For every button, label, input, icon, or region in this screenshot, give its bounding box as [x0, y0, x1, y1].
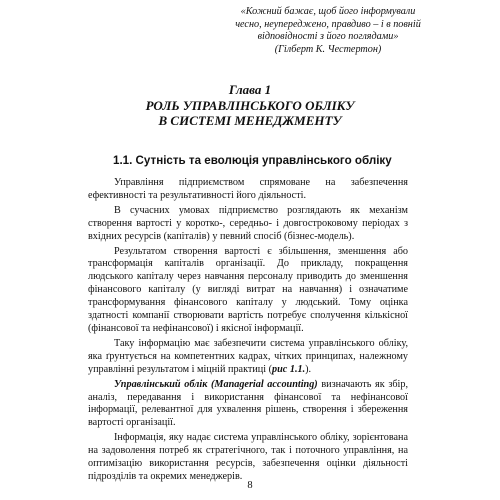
chapter-title-line: РОЛЬ УПРАВЛІНСЬКОГО ОБЛІКУ	[145, 97, 355, 113]
epigraph-author: (Гілберт К. Честертон)	[274, 43, 382, 55]
paragraph-text: ).	[305, 363, 312, 375]
chapter-title-line: В СИСТЕМІ МЕНЕДЖМЕНТУ	[158, 113, 342, 128]
chapter-number: Глава 1	[228, 82, 272, 97]
chapter-heading	[0, 82, 500, 129]
paragraph-text: визначають як збір, аналіз, передавання і використання фінансової та нефінансової інформації, релевантної для ухвалення рішень, створення і збереження вартості організації.	[88, 378, 408, 429]
section-heading: 1.1. Сутність та еволюція управлінського обліку	[113, 154, 392, 167]
paragraph-text: Таку інформацію має забезпечити система управлінського обліку, яка ґрунтується на компетентних кадрах, чітких принципах, належному управлінні результатом і міцній практиці (	[88, 337, 408, 375]
paragraph: В сучасних умовах підприємство розглядають як механізм створення вартості у коротко-, середньо- і довгостроковому періодах з вхідних ресурсів (капіталів) у певний спосіб (бізнес-модель).	[88, 204, 408, 242]
page-number: 8	[247, 480, 253, 491]
paragraph	[88, 338, 408, 377]
paragraph	[88, 379, 408, 431]
epigraph	[213, 6, 443, 56]
paragraph: Інформація, яку надає система управлінського обліку, зорієнтована на задоволення потреб як стратегічного, так і поточного управління, на оптимізацію використання ресурсів, забезпечення оцінки діяльності підрозділів та окремих менеджерів.	[88, 432, 408, 482]
defined-term: Управлінський облік (Managerial accounting)	[114, 378, 318, 390]
epigraph-line: «Кожний бажає, щоб його інформували	[240, 6, 416, 17]
epigraph-line: чесно, неупереджено, правдиво – і в повній	[235, 18, 421, 30]
epigraph-line: відповідності з його поглядами»	[257, 31, 399, 43]
body-text	[88, 177, 408, 486]
figure-reference: рис 1.1.	[272, 363, 306, 375]
paragraph: Управління підприємством спрямоване на забезпечення ефективності та результативності його діяльності.	[88, 177, 408, 201]
paragraph: Результатом створення вартості є збільшення, зменшення або трансформація капіталів організації. До прикладу, покращення людського капіталу через навчання персоналу приводить до зменшення фінансового капіталу (у вигляді витрат на навчання) і означатиме трансформування фінансового капіталу у людський. Тому оцінка здатності компанії створювати вартість потребує сполучення кількісної (фінансової та нефінансової) і якісної інформації.	[88, 245, 408, 334]
